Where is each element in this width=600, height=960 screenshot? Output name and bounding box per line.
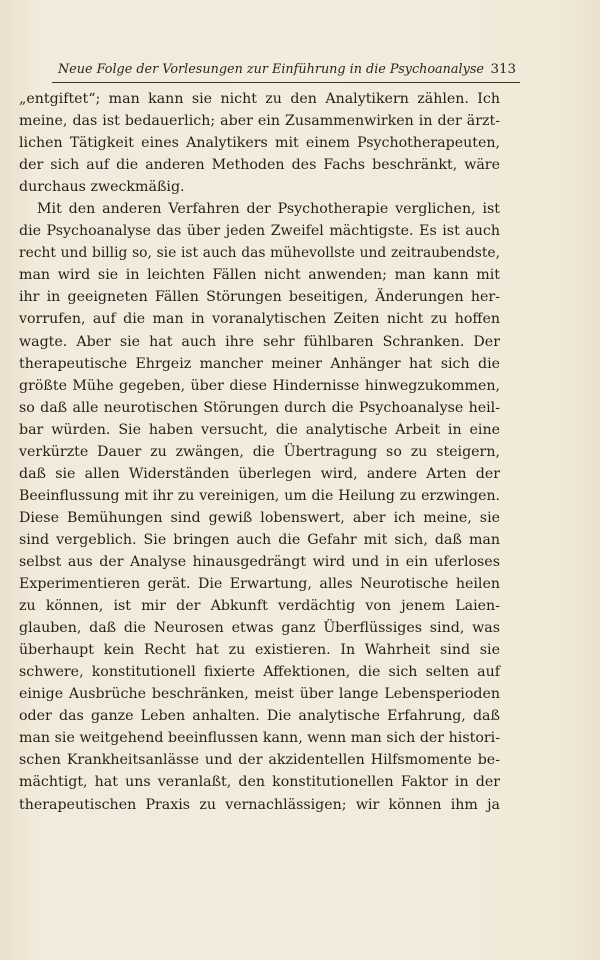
page-number: 313 [490, 62, 516, 77]
text-line: verkürzte Dauer zu zwängen, die Übertragung so zu steigern, [19, 443, 500, 460]
paragraph-1 [19, 88, 500, 198]
text-line: zu können, ist mir der Abkunft verdächtig von jenem Laien- [19, 598, 500, 615]
text-line: sind vergeblich. Sie bringen auch die Gefahr mit sich, daß man [19, 531, 500, 548]
text-line: Experimentieren gerät. Die Erwartung, alles Neurotische heilen [19, 576, 500, 593]
text-line: größte Mühe gegeben, über diese Hindernisse hinwegzukommen, [19, 377, 500, 394]
body-text [19, 88, 500, 816]
text-line: glauben, daß die Neurosen etwas ganz Überflüssiges sind, was [19, 620, 500, 637]
text-line: lichen Tätigkeit eines Analytikers mit einem Psychotherapeuten, [19, 135, 500, 152]
text-line: ihr in geeigneten Fällen Störungen beseitigen, Änderungen her- [19, 289, 500, 306]
text-line: die Psychoanalyse das über jeden Zweifel mächtigste. Es ist auch [19, 223, 500, 240]
text-line: Beeinflussung mit ihr zu vereinigen, um die Heilung zu erzwingen. [19, 487, 500, 504]
text-line: „entgiftet“; man kann sie nicht zu den Analytikern zählen. Ich [19, 91, 500, 107]
text-line: therapeutische Ehrgeiz mancher meiner Anhänger hat sich die [19, 355, 500, 372]
text-line: oder das ganze Leben anhalten. Die analytische Erfahrung, daß [19, 708, 500, 725]
text-line: daß sie allen Widerständen überlegen wird, andere Arten der [19, 465, 500, 482]
text-line: recht und billig so, sie ist auch das mühevollste und zeitraubendste, [19, 245, 500, 262]
text-line: mächtigt, hat uns veranlaßt, den konstitutionellen Faktor in der [19, 774, 500, 791]
text-line: Mit den anderen Verfahren der Psychotherapie verglichen, ist [37, 201, 500, 218]
text-line: Diese Bemühungen sind gewiß lobenswert, aber ich meine, sie [19, 509, 500, 526]
text-line: bar würden. Sie haben versucht, die analytische Arbeit in eine [19, 421, 500, 438]
text-line: schen Krankheitsanlässe und der akzidentellen Hilfsmomente be- [19, 752, 500, 769]
text-line: der sich auf die anderen Methoden des Fachs beschränkt, wäre [19, 157, 500, 174]
text-line: einige Ausbrüche beschränken, meist über lange Lebensperioden [19, 686, 500, 703]
paragraph-2 [19, 198, 500, 815]
text-line: therapeutischen Praxis zu vernachlässigen; wir können ihm ja [19, 796, 500, 813]
running-header [52, 62, 518, 82]
text-line: überhaupt kein Recht hat zu existieren. In Wahrheit sind sie [19, 642, 500, 659]
text-line: wagte. Aber sie hat auch ihre sehr fühlbaren Schranken. Der [19, 333, 500, 350]
header-rule [52, 82, 520, 83]
text-line: meine, das ist bedauerlich; aber ein Zusammenwirken in der ärzt- [19, 113, 500, 130]
text-line: durchaus zweckmäßig. [19, 179, 185, 196]
text-line: so daß alle neurotischen Störungen durch die Psychoanalyse heil- [19, 399, 500, 416]
running-title: Neue Folge der Vorlesungen zur Einführung in die Psychoanalyse [58, 62, 484, 77]
text-line: man sie weitgehend beeinflussen kann, wenn man sich der histori- [19, 730, 500, 747]
text-line: selbst aus der Analyse hinausgedrängt wird und in ein uferloses [19, 553, 500, 570]
text-line: vorrufen, auf die man in voranalytischen Zeiten nicht zu hoffen [19, 311, 500, 328]
text-line: schwere, konstitutionell fixierte Affektionen, die sich selten auf [19, 664, 500, 681]
text-line: man wird sie in leichten Fällen nicht anwenden; man kann mit [19, 267, 500, 284]
